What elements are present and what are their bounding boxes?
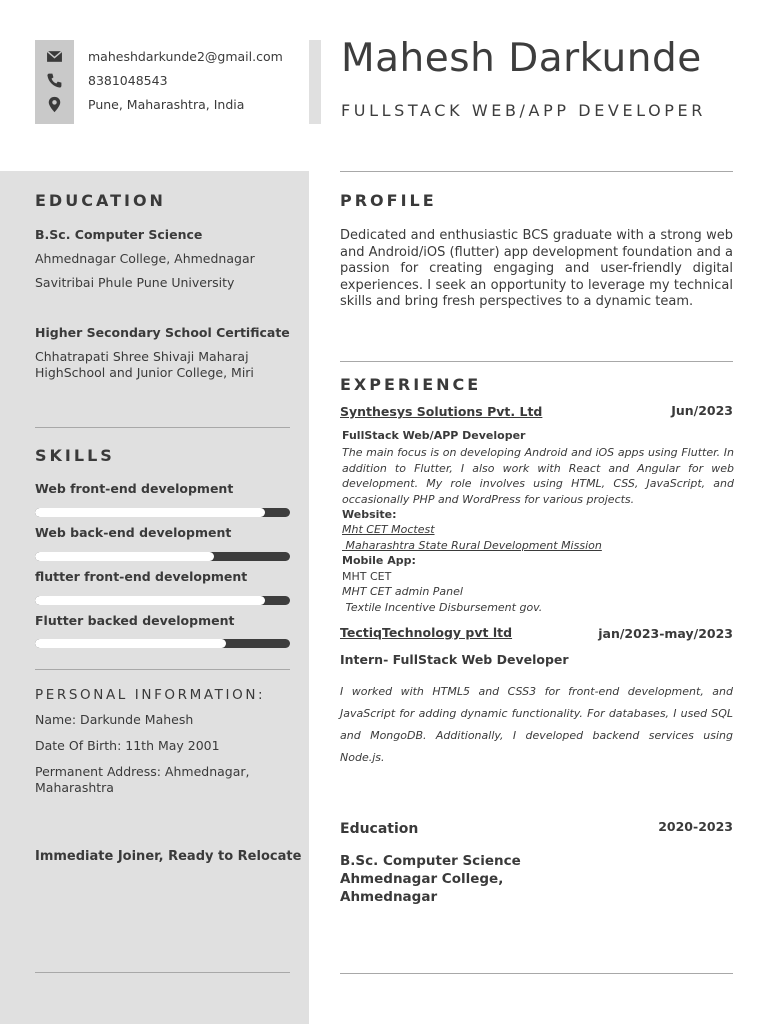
personal-address-2: Maharashtra — [35, 780, 114, 795]
mobile-app-item: MHT CET admin Panel — [342, 585, 463, 598]
education-college-2: Chhatrapati Shree Shivaji Maharaj — [35, 349, 249, 364]
job-description: The main focus is on developing Android and iOS apps using Flutter. In addition to Flutter, I also work with React and Angular for web development. My role involves using HTML, CSS, JavaScript, and occasionally PHP and WordPress for various projects. — [342, 446, 734, 506]
candidate-role: FULLSTACK WEB/APP DEVELOPER — [341, 101, 706, 120]
profile-text: Dedicated and enthusiastic BCS graduate with a strong web and Android/iOS (flutter) app development foundation and a passion for creating engaging and user-friendly digital experiences. I seek an opportunity to leverage my technical skills and bring fresh perspectives to a dynamic team. — [340, 228, 734, 309]
mobile-app-label: Mobile App: — [342, 554, 416, 567]
skill-label: Flutter backed development — [35, 613, 235, 628]
experience-heading: EXPERIENCE — [340, 375, 482, 394]
website-link[interactable]: Maharashtra State Rural Development Mission — [342, 539, 602, 552]
education-degree-1: B.Sc. Computer Science — [35, 227, 203, 242]
location-text: Pune, Maharashtra, India — [88, 97, 245, 112]
mobile-app-item: Textile Incentive Disbursement gov. — [342, 601, 543, 614]
skill-label: flutter front-end development — [35, 569, 248, 584]
profile-heading: PROFILE — [340, 191, 437, 210]
website-link[interactable]: Mht CET Moctest — [342, 523, 435, 536]
education-college-2b: HighSchool and Junior College, Miri — [35, 365, 254, 380]
mail-icon — [46, 48, 63, 65]
email-text[interactable]: maheshdarkunde2@gmail.com — [88, 49, 283, 64]
divider — [340, 973, 733, 974]
skill-bar — [35, 552, 290, 561]
divider — [35, 669, 290, 670]
skill-bar — [35, 596, 290, 605]
personal-dob: Date Of Birth: 11th May 2001 — [35, 738, 220, 753]
education-college-1: Ahmednagar College, Ahmednagar — [35, 251, 255, 266]
divider — [35, 427, 290, 428]
skill-bar — [35, 639, 290, 648]
education-university-1: Savitribai Phule Pune University — [35, 275, 235, 290]
mobile-app-item: MHT CET — [342, 570, 392, 583]
divider — [340, 171, 733, 172]
candidate-name: Mahesh Darkunde — [341, 36, 702, 81]
education-right-city: Ahmednagar — [340, 889, 438, 905]
personal-address: Permanent Address: Ahmednagar, — [35, 764, 250, 779]
location-pin-icon — [46, 96, 63, 113]
website-label: Website: — [342, 508, 397, 521]
job-company[interactable]: Synthesys Solutions Pvt. Ltd — [340, 404, 543, 419]
job-date: Jun/2023 — [671, 403, 733, 418]
personal-info-heading: PERSONAL INFORMATION: — [35, 687, 266, 703]
job-title: Intern- FullStack Web Developer — [340, 652, 569, 667]
skills-heading: SKILLS — [35, 446, 115, 465]
header-divider — [309, 40, 321, 124]
skill-label: Web back-end development — [35, 525, 232, 540]
job-company[interactable]: TectiqTechnology pvt ltd — [340, 625, 513, 640]
skill-bar — [35, 508, 290, 517]
education-degree-2: Higher Secondary School Certificate — [35, 325, 290, 340]
education-date: 2020-2023 — [658, 819, 733, 834]
phone-icon — [46, 72, 63, 89]
job-description: I worked with HTML5 and CSS3 for front-end development, and JavaScript for adding dynamic functionality. For databases, I used SQL and MongoDB. Additionally, I developed backend services using Node.js. — [340, 685, 733, 764]
education-right-heading: Education — [340, 821, 419, 837]
availability-note: Immediate Joiner, Ready to Relocate — [35, 849, 302, 864]
divider — [340, 361, 733, 362]
personal-name: Name: Darkunde Mahesh — [35, 712, 194, 727]
job-date: jan/2023-may/2023 — [598, 626, 733, 641]
job-title: FullStack Web/APP Developer — [342, 429, 526, 442]
divider — [35, 972, 290, 973]
education-right-college: Ahmednagar College, — [340, 871, 504, 887]
phone-text[interactable]: 8381048543 — [88, 73, 168, 88]
education-heading: EDUCATION — [35, 191, 166, 210]
education-right-degree: B.Sc. Computer Science — [340, 853, 521, 869]
skill-label: Web front-end development — [35, 481, 234, 496]
